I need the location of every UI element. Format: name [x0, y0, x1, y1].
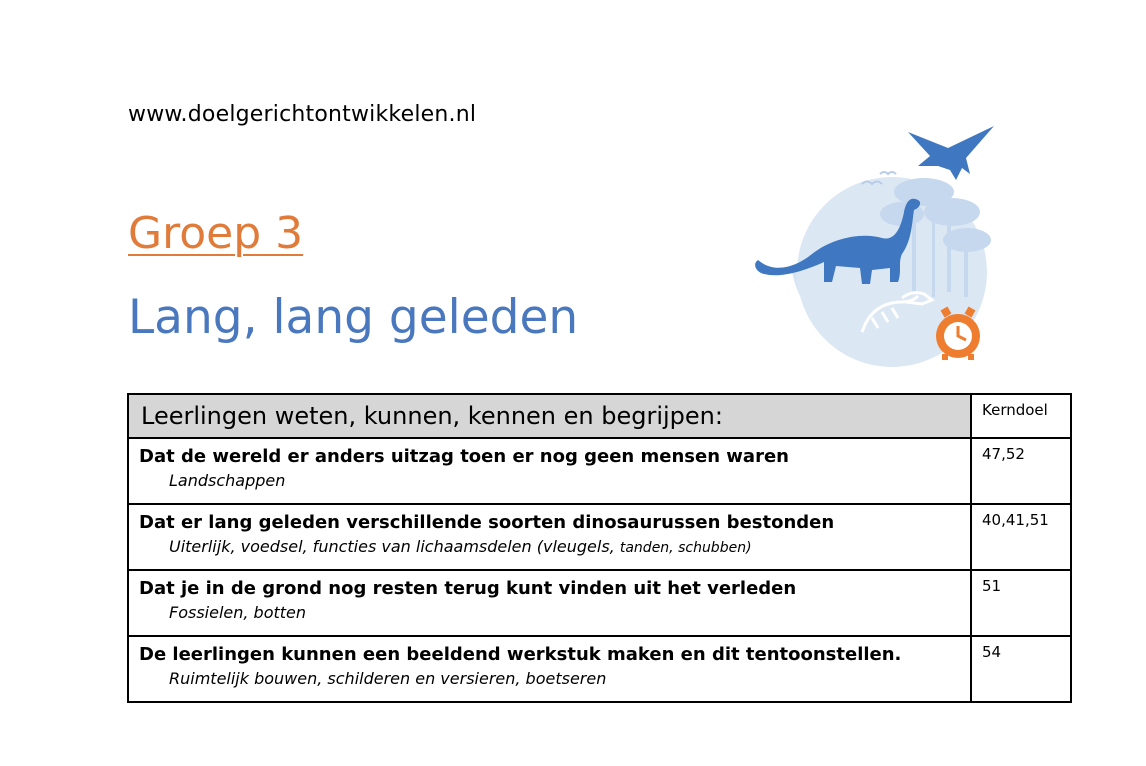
table-row: [128, 504, 1071, 570]
pterodactyl-icon: [908, 126, 994, 180]
goal-text: Dat de wereld er anders uitzag toen er nog geen mensen waren: [139, 446, 789, 467]
goal-cell: [128, 570, 971, 636]
goal-subtext-small: tanden, schubben): [619, 540, 752, 556]
kerndoel-value: 47,52: [971, 438, 1071, 504]
table-row: [128, 636, 1071, 702]
learning-goals-table: [127, 393, 1072, 703]
goal-cell: [128, 636, 971, 702]
goal-text: Dat je in de grond nog resten terug kunt vinden uit het verleden: [139, 578, 797, 599]
kerndoel-value: 54: [971, 636, 1071, 702]
goal-cell: [128, 504, 971, 570]
table-header: Leerlingen weten, kunnen, kennen en begrijpen:: [128, 394, 971, 438]
website-url: www.doelgerichtontwikkelen.nl: [128, 102, 477, 127]
goal-subtext: Landschappen: [169, 471, 286, 490]
goal-text: De leerlingen kunnen een beeldend werkstuk maken en dit tentoonstellen.: [139, 644, 902, 665]
kerndoel-value: 40,41,51: [971, 504, 1071, 570]
kerndoel-header: Kerndoel: [971, 394, 1071, 438]
kerndoel-value: 51: [971, 570, 1071, 636]
goal-subtext: Uiterlijk, voedsel, functies van lichaamsdelen (vleugels, tanden, schubben): [169, 537, 752, 556]
group-title: Groep 3: [128, 208, 304, 259]
table-header-row: [128, 394, 1071, 438]
theme-title: Lang, lang geleden: [128, 290, 579, 345]
table-row: [128, 438, 1071, 504]
table-row: [128, 570, 1071, 636]
goal-subtext: Ruimtelijk bouwen, schilderen en versieren, boetseren: [169, 669, 607, 688]
goal-cell: [128, 438, 971, 504]
dinosaur-illustration: [752, 122, 1004, 368]
goal-text: Dat er lang geleden verschillende soorten dinosaurussen bestonden: [139, 512, 835, 533]
goal-subtext: Fossielen, botten: [169, 603, 307, 622]
